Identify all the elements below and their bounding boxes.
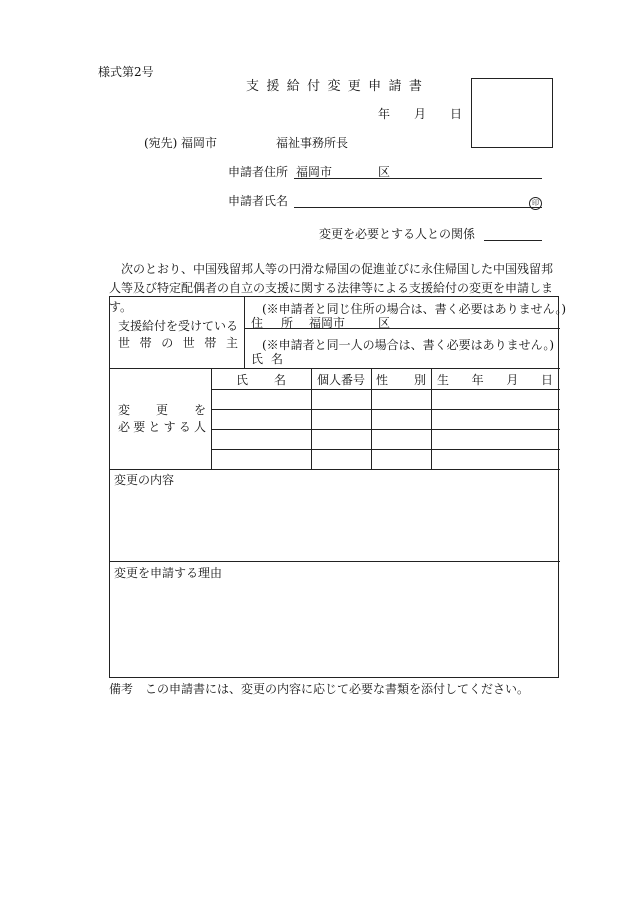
head-name-label: 氏 名 [251,352,283,366]
persons-label-line2: 必 要 と す る 人 [118,420,206,434]
household-head-label-line1: 支援給付を受けている [118,319,239,333]
persons-label-line1: 変 更 を [118,403,206,417]
address-note: (※申請者と同じ住所の場合は、書く必要はありません。) [262,302,567,316]
addressee-office: 福祉事務所長 [276,136,349,150]
table-row[interactable] [211,389,560,409]
relation-label: 変更を必要とする人との関係 [319,227,476,241]
seal-mark: 印 [529,195,542,210]
head-address-city: 福岡市 [309,316,346,330]
table-row[interactable] [211,429,560,449]
addressee-city: 福岡市 [181,136,218,150]
applicant-name-field[interactable] [294,207,542,208]
change-content-label: 変更の内容 [114,473,175,487]
change-content-field[interactable] [110,489,558,559]
table-row[interactable] [211,409,560,429]
intro-paragraph: 次のとおり、中国残留邦人等の円滑な帰国の促進並びに永住帰国した中国残留邦人等及び特定配偶者の自立の支援に関する法律等による支援給付の変更を申請します。 [109,262,554,314]
applicant-address-label: 申請者住所 [228,165,289,179]
table-row[interactable] [211,449,560,469]
head-address-label: 住 所 [251,316,293,330]
reason-field[interactable] [110,583,558,675]
column-header-sex: 性 別 [376,373,426,387]
applicant-address-field[interactable] [294,178,542,179]
form-title: 支 援 給 付 変 更 申 請 書 [246,79,422,94]
relation-field[interactable] [484,240,542,241]
date-day-label: 日 [450,107,463,121]
applicant-name-label: 申請者氏名 [228,194,289,208]
reason-label: 変更を申請する理由 [114,566,223,580]
application-table [109,296,567,678]
form-number: 様式第2号 [98,65,154,79]
applicant-address-city: 福岡市 [296,165,333,179]
head-address-ward: 区 [378,316,391,330]
remarks-note: 備考 この申請書には、変更の内容に応じて必要な書類を添付してください。 [109,682,530,696]
name-note: (※申請者と同一人の場合は、書く必要はありません。) [262,338,555,352]
receipt-stamp-box [471,78,553,148]
applicant-address-ward: 区 [378,165,391,179]
column-header-name: 氏 名 [236,373,286,387]
date-year-label: 年 [378,107,391,121]
column-header-birthdate: 生 年 月 日 [437,373,553,387]
column-header-personal-number: 個人番号 [317,373,366,387]
date-month-label: 月 [414,107,427,121]
household-head-label-line2: 世 帯 の 世 帯 主 [118,336,238,350]
addressee-prefix: (宛先) [144,136,178,150]
